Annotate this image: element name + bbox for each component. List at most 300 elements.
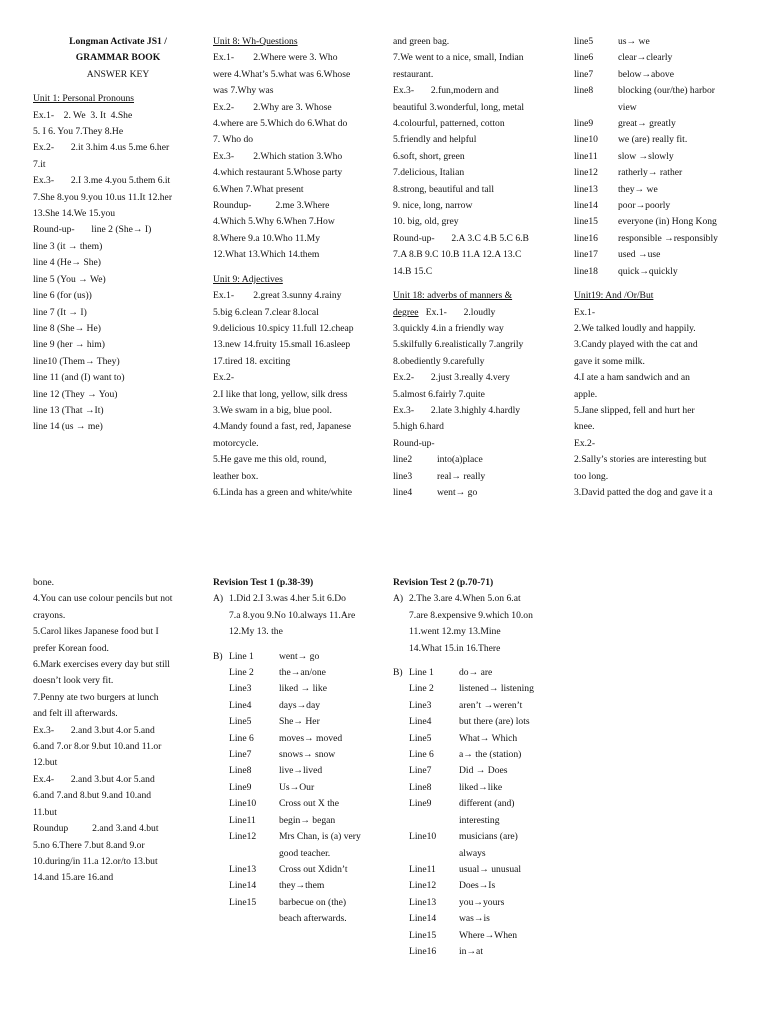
answer-line: line 5 (You → We) <box>33 273 106 285</box>
answer-line: Ex.3- 2.and 3.but 4.or 5.and <box>33 724 155 736</box>
answer-line: 14.B 15.C <box>393 265 433 277</box>
line-number: line3 <box>393 470 413 482</box>
correction-row <box>574 231 754 247</box>
line-number: Line7 <box>229 749 252 761</box>
line-number: Line13 <box>409 896 437 908</box>
answer-line: 4.Mandy found a fast, red, Japanese <box>213 421 351 433</box>
correction-row <box>229 714 361 730</box>
line-number <box>229 846 279 862</box>
answer-line: line 7 (It → I) <box>33 306 87 318</box>
correction-row <box>229 862 361 878</box>
line-number: line4 <box>393 486 413 498</box>
answer-line: 7.We went to a nice, small, Indian <box>393 52 524 64</box>
answer-line: leather box. <box>213 470 259 482</box>
answer-line: 6.and 7.or 8.or 9.but 10.and 11.or <box>33 741 162 753</box>
answer-line: 6.Mark exercises every day but still <box>33 659 170 671</box>
correction-row <box>229 796 361 812</box>
answer-line: 7.are 8.expensive 9.which 10.on <box>409 609 533 621</box>
answer-line: 7.A 8.B 9.C 10.B 11.A 12.A 13.C <box>393 249 522 261</box>
answer-line: and green bag. <box>393 36 450 47</box>
correction-row <box>229 763 361 779</box>
answer-line: Round-up- 2.A 3.C 4.B 5.C 6.B <box>393 232 529 244</box>
line-number: Line3 <box>409 699 432 711</box>
answer-line: 7.delicious, Italian <box>393 167 465 179</box>
answer-line: 8.Where 9.a 10.Who 11.My <box>213 232 321 244</box>
correction-row <box>229 649 361 665</box>
correction: Where→When <box>459 929 518 941</box>
correction-row <box>229 911 361 927</box>
correction: into(a)place <box>437 454 483 466</box>
line-number: Line15 <box>229 896 257 908</box>
correction-row <box>574 67 754 83</box>
answer-line: Ex.1- 2.Where were 3. Who <box>213 52 338 64</box>
correction: She→ Her <box>279 716 320 728</box>
answer-line: 8.strong, beautiful and tall <box>393 183 494 195</box>
line-number: Line13 <box>229 863 257 875</box>
column-3 <box>393 34 565 501</box>
correction: ratherly→ rather <box>618 167 683 179</box>
answer-line: Ex.4- 2.and 3.but 4.or 5.and <box>33 773 155 785</box>
answer-line: line 12 (They → You) <box>33 388 118 400</box>
answer-line: 6.When 7.What present <box>213 183 304 195</box>
correction-row <box>574 149 754 165</box>
answer-line: Ex.2- 2.it 3.him 4.us 5.me 6.her <box>33 142 170 154</box>
answer-line: Ex.2- 2.just 3.really 4.very <box>393 372 510 384</box>
correction: begin→ began <box>279 814 336 826</box>
column-4 <box>574 34 754 501</box>
line-number: Line14 <box>409 913 437 925</box>
correction: us→ we <box>618 36 650 47</box>
answer-line: 7. Who do <box>213 134 254 146</box>
answer-line: Ex.2- <box>574 437 596 449</box>
correction-row <box>574 132 754 148</box>
answer-line: 6.Linda has a green and white/white <box>213 486 353 498</box>
correction: they→ we <box>618 183 658 195</box>
answer-line: 5.big 6.clean 7.clear 8.local <box>213 306 319 318</box>
revision-1-part-a <box>229 591 355 640</box>
line-number: Line14 <box>229 880 257 892</box>
answer-line: 14.What 15.in 16.There <box>409 642 501 654</box>
correction: liked→like <box>459 781 503 793</box>
correction-row <box>574 264 754 280</box>
correction-row <box>409 714 534 730</box>
line-number: Line3 <box>229 683 252 695</box>
correction: below→above <box>618 68 674 80</box>
correction-row <box>393 469 565 485</box>
correction: we (are) really fit. <box>618 134 688 146</box>
answer-line: Ex.3- 2.late 3.highly 4.hardly <box>393 404 521 416</box>
answer-line: 11.but <box>33 806 57 818</box>
correction: great→ greatly <box>618 118 676 130</box>
correction-row <box>229 813 361 829</box>
section-b-label: B) <box>213 650 223 662</box>
line-number: Line7 <box>409 765 432 777</box>
line-number: Line 6 <box>229 732 254 744</box>
correction: they→them <box>279 880 325 892</box>
answer-line: Ex.2- <box>213 372 235 384</box>
unit-18-roundup <box>393 452 565 501</box>
answer-line: line 8 (She→ He) <box>33 322 101 334</box>
correction-row <box>409 928 534 944</box>
answer-line: bone. <box>33 577 55 588</box>
line-number: Line11 <box>409 863 436 875</box>
correction: always <box>459 847 486 859</box>
unit-8-heading: Unit 8: Wh-Questions <box>213 36 298 47</box>
line-number: Line15 <box>409 929 437 941</box>
unit-1-heading: Unit 1: Personal Pronouns <box>33 93 135 105</box>
correction-row <box>409 698 534 714</box>
correction: you→yours <box>459 896 505 908</box>
unit-18-heading-cont: degree <box>393 306 419 318</box>
unit-19-continued <box>33 575 203 887</box>
answer-line: 4.I ate a ham sandwich and an <box>574 372 690 384</box>
answer-line: 3.quickly 4.in a friendly way <box>393 322 504 334</box>
correction-row <box>574 198 754 214</box>
section-b-label: B) <box>393 667 403 679</box>
correction: Us→Our <box>279 781 315 793</box>
correction-row <box>409 731 534 747</box>
correction-row <box>409 763 534 779</box>
answer-line: Ex.3- 2.Which station 3.Who <box>213 150 343 162</box>
correction: snows→ snow <box>279 749 336 761</box>
answer-line: Ex.1- 2. We 3. It 4.She <box>33 109 133 121</box>
answer-line: line10 (Them→ They) <box>33 355 120 367</box>
correction-row <box>409 846 534 862</box>
correction: went→ go <box>437 486 478 498</box>
line-number: line10 <box>574 134 598 146</box>
correction-row <box>574 247 754 263</box>
answer-line: 12.My 13. the <box>229 626 283 638</box>
correction-row <box>409 862 534 878</box>
line-number: Line 1 <box>409 667 434 679</box>
unit-1-answers <box>33 108 203 436</box>
answer-line: Ex.3- 2.fun,modern and <box>393 85 499 97</box>
answer-line: were 4.What’s 5.what was 6.Whose <box>213 68 351 80</box>
answer-line: Round-up- line 2 (She→ I) <box>33 224 152 236</box>
correction: barbecue on (the) <box>279 896 347 908</box>
answer-line: knee. <box>574 421 595 433</box>
answer-line: Roundup- 2.me 3.Where <box>213 200 330 212</box>
answer-line: too long. <box>574 470 609 482</box>
correction-row <box>229 780 361 796</box>
correction-row <box>574 214 754 230</box>
revision-test-1-heading: Revision Test 1 (p.38-39) <box>213 577 314 588</box>
correction-row <box>229 846 361 862</box>
correction: Cross out Xdidn’t <box>279 863 348 875</box>
column-5 <box>33 575 203 887</box>
answer-line: 9.delicious 10.spicy 11.full 12.cheap <box>213 322 354 334</box>
line-number: Line12 <box>409 880 437 892</box>
correction: real→ really <box>437 470 486 482</box>
answer-line: 10.during/in 11.a 12.or/to 13.but <box>33 855 158 867</box>
correction-row <box>574 83 754 99</box>
line-number: Line10 <box>229 798 257 810</box>
answer-line: 9. nice, long, narrow <box>393 200 473 212</box>
answer-line: 7.She 8.you 9.you 10.us 11.It 12.her <box>33 191 173 203</box>
correction-row <box>574 100 754 116</box>
answer-line: apple. <box>574 388 598 400</box>
column-2 <box>213 34 383 501</box>
unit-18-heading: Unit 18: adverbs of manners & <box>393 290 513 302</box>
unit-9-heading: Unit 9: Adjectives <box>213 273 283 285</box>
answer-line: 5.no 6.There 7.but 8.and 9.or <box>33 839 145 851</box>
correction: musicians (are) <box>459 831 518 843</box>
unit-9-continued <box>393 34 565 280</box>
answer-line: 2.The 3.are 4.When 5.on 6.at <box>409 593 521 605</box>
answer-line: and felt ill afterwards. <box>33 708 118 720</box>
line-number: line13 <box>574 183 598 195</box>
correction-row <box>229 698 361 714</box>
answer-line: Round-up- <box>393 437 435 449</box>
correction: good teacher. <box>279 847 331 859</box>
answer-line: 8.obediently 9.carefully <box>393 355 485 367</box>
answer-line: line 14 (us → me) <box>33 421 103 433</box>
correction-row <box>229 665 361 681</box>
correction-row <box>409 780 534 796</box>
answer-line: 4.which restaurant 5.Whose party <box>213 167 343 179</box>
answer-line: 5.Jane slipped, fell and hurt her <box>574 404 695 416</box>
correction: but there (are) lots <box>459 716 530 728</box>
line-number: Line16 <box>409 945 437 957</box>
correction-row <box>409 665 534 681</box>
correction-row <box>229 731 361 747</box>
correction: Does→Is <box>459 880 496 892</box>
line-number: line17 <box>574 249 598 261</box>
answer-line: prefer Korean food. <box>33 642 109 654</box>
revision-2-part-b <box>409 665 534 960</box>
line-number: line7 <box>574 68 594 80</box>
line-number: Line5 <box>409 732 432 744</box>
line-number: Line 2 <box>229 667 254 679</box>
correction: aren’t →weren’t <box>459 699 523 711</box>
answer-line: line 4 (He→ She) <box>33 257 101 269</box>
correction: a→ the (station) <box>459 749 522 761</box>
correction-row <box>574 116 754 132</box>
answer-line: 2.Sally’s stories are interesting but <box>574 454 707 466</box>
correction-row <box>409 747 534 763</box>
answer-line: 2.I like that long, yellow, silk dress <box>213 388 348 400</box>
answer-line: 6.and 7.and 8.but 9.and 10.and <box>33 790 152 802</box>
answer-line: Roundup 2.and 3.and 4.but <box>33 823 159 835</box>
correction-row <box>229 747 361 763</box>
correction: everyone (in) Hong Kong <box>618 216 717 228</box>
correction: the→an/one <box>279 667 326 679</box>
correction: Did → Does <box>459 765 508 777</box>
answer-line: Ex.1- <box>574 306 596 318</box>
answer-line: 5.almost 6.fairly 7.quite <box>393 388 485 400</box>
line-number: line14 <box>574 200 598 212</box>
section-a-label: A) <box>213 593 224 605</box>
answer-line: restaurant. <box>393 68 434 80</box>
line-number <box>229 911 279 927</box>
answer-line: 7.it <box>33 158 46 170</box>
correction: quick→quickly <box>618 265 678 277</box>
correction: went→ go <box>279 650 320 662</box>
line-number: Line10 <box>409 831 437 843</box>
answer-line: doesn’t look very fit. <box>33 675 114 687</box>
answer-line: 5. I 6. You 7.They 8.He <box>33 126 124 138</box>
line-number: line11 <box>574 150 598 162</box>
answer-line: line 13 (That →It) <box>33 404 104 416</box>
line-number: line5 <box>574 36 594 47</box>
answer-line: crayons. <box>33 609 66 621</box>
correction: clear→clearly <box>618 52 673 64</box>
correction: used →use <box>618 249 661 261</box>
correction: What→ Which <box>459 732 518 744</box>
correction-row <box>229 829 361 845</box>
book-title-line-2: GRAMMAR BOOK <box>75 52 161 64</box>
revision-2-part-a <box>409 591 533 657</box>
correction: do→ are <box>459 667 493 679</box>
line-number <box>409 846 459 862</box>
correction: interesting <box>459 814 500 826</box>
answer-key-title: ANSWER KEY <box>86 68 150 80</box>
correction-row <box>574 34 754 50</box>
answer-line: line 11 (and (I) want to) <box>33 372 125 384</box>
unit-18-answers <box>393 321 565 452</box>
line-number: Line8 <box>409 781 432 793</box>
correction-row <box>409 895 534 911</box>
correction: Cross out X the <box>279 798 339 810</box>
answer-line: Ex.1- 2.great 3.sunny 4.rainy <box>213 290 342 302</box>
unit-9-answers <box>213 288 383 501</box>
revision-test-2-heading: Revision Test 2 (p.70-71) <box>393 577 494 588</box>
answer-line: Ex.2- 2.Why are 3. Whose <box>213 101 332 113</box>
line-number: Line9 <box>229 781 252 793</box>
section-a-label: A) <box>393 593 404 605</box>
line-number: line15 <box>574 216 598 228</box>
unit-18-ex1-start: Ex.1- 2.loudly <box>418 306 496 318</box>
line-number: Line12 <box>229 831 257 843</box>
correction-row <box>409 944 534 960</box>
answer-line: 13.She 14.We 15.you <box>33 208 116 220</box>
answer-line: 5.Carol likes Japanese food but I <box>33 626 159 638</box>
correction: moves→ moved <box>279 732 343 744</box>
answer-line: 11.went 12.my 13.Mine <box>409 626 501 638</box>
line-number: Line8 <box>229 765 252 777</box>
line-number: line8 <box>574 85 594 97</box>
answer-line: 2.We talked loudly and happily. <box>574 322 696 334</box>
answer-line: motorcycle. <box>213 437 259 449</box>
line-number: Line 6 <box>409 749 434 761</box>
correction-row <box>393 452 565 468</box>
answer-line: Ex.3- 2.I 3.me 4.you 5.them 6.it <box>33 175 171 187</box>
answer-line: line 3 (it → them) <box>33 240 103 252</box>
unit-8-answers <box>213 50 383 263</box>
answer-line: beautiful 3.wonderful, long, metal <box>393 101 525 113</box>
correction-row <box>229 895 361 911</box>
line-number: Line 1 <box>229 650 254 662</box>
answer-line: 7.Penny ate two burgers at lunch <box>33 691 159 703</box>
correction: different (and) <box>459 798 515 810</box>
answer-line: 5.He gave me this old, round, <box>213 454 327 466</box>
correction: liked → like <box>279 683 327 695</box>
answer-line: line 6 (for (us)) <box>33 290 92 302</box>
column-1 <box>33 34 203 436</box>
correction: Mrs Chan, is (a) very <box>279 831 361 843</box>
answer-line: 4.where are 5.Which do 6.What do <box>213 118 348 130</box>
correction: beach afterwards. <box>279 913 347 925</box>
answer-line: line 9 (her → him) <box>33 339 105 351</box>
answer-line: 14.and 15.are 16.and <box>33 872 114 884</box>
answer-line: 1.Did 2.I 3.was 4.her 5.it 6.Do <box>229 593 346 605</box>
answer-line: was 7.Why was <box>213 85 274 97</box>
line-number <box>409 813 459 829</box>
correction-row <box>409 911 534 927</box>
correction-row <box>409 681 534 697</box>
revision-1-part-b <box>229 649 361 928</box>
answer-line: 4.You can use colour pencils but not <box>33 593 173 605</box>
correction: view <box>618 101 637 113</box>
answer-line: 6.soft, short, green <box>393 150 465 162</box>
answer-line: 12.What 13.Which 14.them <box>213 249 320 261</box>
answer-line: 3.David patted the dog and gave it a <box>574 486 713 498</box>
correction-row <box>409 829 534 845</box>
line-number: line6 <box>574 52 594 64</box>
answer-line: 13.new 14.fruity 15.small 16.asleep <box>213 339 351 351</box>
correction-row <box>409 878 534 894</box>
correction: usual→ unusual <box>459 863 522 875</box>
answer-line: 5.friendly and helpful <box>393 134 477 146</box>
answer-line: 4.Which 5.Why 6.When 7.How <box>213 216 335 228</box>
answer-line: 17.tired 18. exciting <box>213 355 291 367</box>
book-title-line-1: Longman Activate JS1 / <box>69 36 167 47</box>
line-number: Line5 <box>229 716 252 728</box>
unit-19-answers <box>574 305 754 502</box>
correction: responsible →responsibly <box>618 232 718 244</box>
answer-line: 5.high 6.hard <box>393 421 444 433</box>
correction-row <box>574 165 754 181</box>
line-number: Line11 <box>229 814 256 826</box>
answer-line: 3.Candy played with the cat and <box>574 339 698 351</box>
line-number: Line4 <box>229 699 252 711</box>
line-number: Line9 <box>409 798 432 810</box>
line-number: line2 <box>393 454 413 466</box>
line-number: line9 <box>574 118 594 130</box>
line-number: Line4 <box>409 716 432 728</box>
correction-row <box>229 681 361 697</box>
answer-line: 7.a 8.you 9.No 10.always 11.Are <box>229 609 356 621</box>
correction: poor→poorly <box>618 200 671 212</box>
answer-line: 10. big, old, grey <box>393 216 459 228</box>
correction-row <box>393 485 565 501</box>
unit-18-roundup-continued <box>574 34 754 280</box>
correction: listened→ listening <box>459 683 534 695</box>
correction-row <box>409 796 534 812</box>
correction-row <box>409 813 534 829</box>
answer-line: 12.but <box>33 757 58 769</box>
answer-line: 4.colourful, patterned, cotton <box>393 118 505 130</box>
correction-row <box>574 50 754 66</box>
correction: slow →slowly <box>618 150 674 162</box>
correction: days→day <box>279 699 321 711</box>
correction-row <box>229 878 361 894</box>
unit-19-heading: Unit19: And /Or/But <box>574 290 654 302</box>
correction: blocking (our/the) harbor <box>618 85 715 97</box>
correction: was→is <box>459 913 490 925</box>
correction: in→at <box>459 945 483 957</box>
line-number: line18 <box>574 265 598 277</box>
line-number: line12 <box>574 167 598 179</box>
line-number: line16 <box>574 232 598 244</box>
answer-line: gave it some milk. <box>574 355 645 367</box>
correction: live→lived <box>279 765 323 777</box>
answer-line: 5.skilfully 6.realistically 7.angrily <box>393 339 524 351</box>
correction-row <box>574 182 754 198</box>
line-number: Line 2 <box>409 683 434 695</box>
answer-line: 3.We swam in a big, blue pool. <box>213 404 332 416</box>
column-7 <box>393 575 568 960</box>
